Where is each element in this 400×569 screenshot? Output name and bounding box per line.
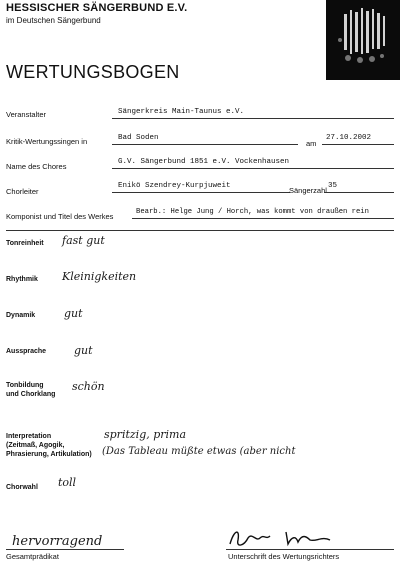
- interpretation-comment: spritzig, prima: [104, 428, 187, 441]
- aussprache-label: Aussprache: [6, 348, 47, 355]
- chorwahl-label: Chorwahl: [6, 484, 38, 491]
- judge-signature: [226, 526, 356, 555]
- choir-logo-image: [326, 0, 400, 80]
- interpretation-label: Interpretation (Zeitmaß, Agogik, Phrasierung, Artikulation): [6, 433, 92, 458]
- ort-line: [112, 144, 298, 145]
- ort-label: Kritik-Wertungssingen in: [6, 137, 88, 146]
- saengerzahl-value: 35: [328, 182, 338, 190]
- datum-value: 27.10.2002: [326, 134, 372, 142]
- gesamtpraedikat-line: [6, 549, 124, 550]
- dynamik-label: Dynamik: [6, 312, 36, 319]
- signature-line: [226, 549, 394, 550]
- werk-line: [132, 218, 394, 219]
- criteria-top-rule: [6, 230, 394, 231]
- rhythmik-comment: Kleinigkeiten: [62, 270, 137, 283]
- tonbildung-label: Tonbildung und Chorklang: [6, 382, 56, 398]
- tonreinheit-comment: fast gut: [62, 234, 105, 247]
- gesamtpraedikat-label: Gesamtprädikat: [6, 552, 59, 561]
- chor-value: G.V. Sängerbund 1851 e.V. Vockenhausen: [118, 158, 290, 166]
- datum-label: am: [306, 139, 317, 148]
- chorwahl-comment: toll: [58, 476, 77, 489]
- chor-label: Name des Chores: [6, 162, 67, 171]
- org-name: HESSISCHER SÄNGERBUND E.V.: [6, 2, 188, 14]
- chorleiter-label: Chorleiter: [6, 187, 39, 196]
- gesamtpraedikat-value: hervorragend: [12, 534, 103, 549]
- tonbildung-comment: schön: [72, 380, 105, 393]
- chor-line: [112, 168, 394, 169]
- ort-value: Bad Soden: [118, 134, 159, 142]
- org-subtitle: im Deutschen Sängerbund: [6, 16, 101, 25]
- chorleiter-value: Enikö Szendrey-Kurpjuweit: [118, 182, 231, 190]
- veranstalter-value: Sängerkreis Main-Taunus e.V.: [118, 108, 245, 116]
- datum-line: [322, 144, 394, 145]
- werk-value: Bearb.: Helge Jung / Horch, was kommt von draußen rein: [136, 208, 369, 216]
- dynamik-comment: gut: [64, 307, 83, 320]
- rhythmik-label: Rhythmik: [6, 276, 38, 283]
- tonreinheit-label: Tonreinheit: [6, 240, 44, 247]
- aussprache-comment: gut: [74, 344, 93, 357]
- interpretation-comment-2: (Das Tableau müßte etwas (aber nicht: [102, 446, 296, 457]
- form-title: WERTUNGSBOGEN: [6, 62, 180, 82]
- chorleiter-line: [112, 192, 290, 193]
- saengerzahl-label: Sängerzahl: [289, 186, 327, 195]
- veranstalter-line: [112, 118, 394, 119]
- veranstalter-label: Veranstalter: [6, 110, 47, 119]
- werk-label: Komponist und Titel des Werkes: [6, 212, 114, 221]
- saengerzahl-line: [324, 192, 394, 193]
- signature-label: Unterschrift des Wertungsrichters: [228, 552, 340, 561]
